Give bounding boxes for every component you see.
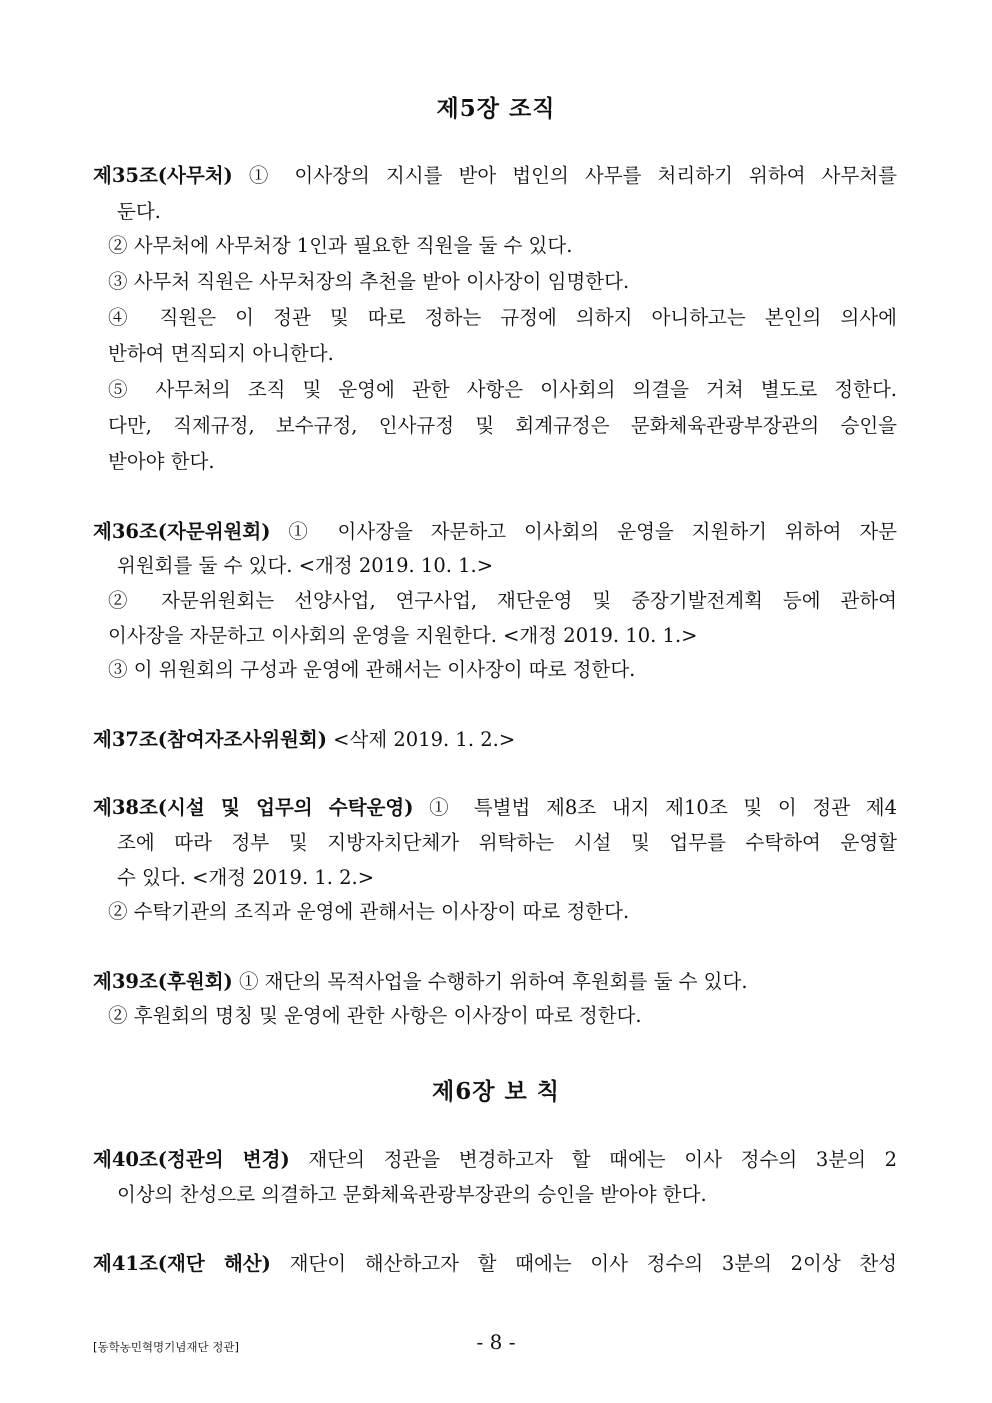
article-heading: 제37조(참여자조사위원회) bbox=[93, 728, 327, 751]
article-38-line-4: ② 수탁기관의 조직과 운영에 관해서는 이사장이 따로 정한다. bbox=[108, 900, 630, 923]
article-text: ① 이사장의 지시를 받아 법인의 사무를 처리하기 위하여 사무처를 bbox=[248, 164, 897, 187]
article-heading: 제39조(후원회) bbox=[93, 970, 233, 993]
footer-document-name: [동학농민혁명기념재단 정관] bbox=[93, 1340, 239, 1354]
article-heading: 제35조(사무처) bbox=[93, 164, 233, 187]
article-text: 재단의 정관을 변경하고자 할 때에는 이사 정수의 3분의 2 bbox=[308, 1148, 897, 1171]
chapter-title: 제5장 조직 bbox=[436, 95, 556, 122]
article-text: 재단이 해산하고자 할 때에는 이사 정수의 3분의 2이상 찬성 bbox=[289, 1252, 898, 1275]
article-35-line-4: ③ 사무처 직원은 사무처장의 추천을 받아 이사장이 임명한다. bbox=[108, 270, 630, 293]
article-35-line-5: ④ 직원은 이 정관 및 따로 정하는 규정에 의하지 아니하고는 본인의 의사에 bbox=[108, 306, 897, 329]
article-35-line-3: ② 사무처에 사무처장 1인과 필요한 직원을 둘 수 있다. bbox=[108, 234, 573, 257]
article-35-line-9: 받아야 한다. bbox=[108, 450, 215, 473]
article-35-line-6: 반하여 면직되지 아니한다. bbox=[108, 342, 334, 365]
article-38-line-2: 조에 따라 정부 및 지방자치단체가 위탁하는 시설 및 업무를 수탁하여 운영할 bbox=[117, 831, 897, 854]
article-36-line-4: 이사장을 자문하고 이사회의 운영을 지원한다. <개정 2019. 10. 1.> bbox=[108, 624, 698, 647]
article-37-line-1 bbox=[93, 726, 515, 754]
article-38-line-1 bbox=[93, 794, 897, 822]
article-text: ① 특별법 제8조 내지 제10조 및 이 정관 제4 bbox=[429, 796, 898, 819]
article-heading: 제38조(시설 및 업무의 수탁운영) bbox=[93, 796, 414, 819]
page-number: - 8 - bbox=[476, 1330, 516, 1354]
article-39-line-2: ② 후원회의 명칭 및 운영에 관한 사항은 이사장이 따로 정한다. bbox=[108, 1004, 642, 1027]
article-39-line-1 bbox=[93, 968, 748, 996]
article-heading: 제36조(자문위원회) bbox=[93, 520, 271, 543]
article-35-line-8: 다만, 직제규정, 보수규정, 인사규정 및 회계규정은 문화체육관광부장관의 승인을 bbox=[108, 414, 897, 437]
article-36-line-2: 위원회를 둘 수 있다. <개정 2019. 10. 1.> bbox=[117, 554, 494, 577]
article-40-line-2: 이상의 찬성으로 의결하고 문화체육관광부장관의 승인을 받아야 한다. bbox=[117, 1183, 707, 1206]
article-41-line-1 bbox=[93, 1250, 897, 1278]
article-36-line-5: ③ 이 위원회의 구성과 운영에 관해서는 이사장이 따로 정한다. bbox=[108, 658, 636, 681]
article-35-line-7: ⑤ 사무처의 조직 및 운영에 관한 사항은 이사회의 의결을 거쳐 별도로 정한다. bbox=[108, 378, 897, 401]
article-text: <삭제 2019. 1. 2.> bbox=[333, 728, 516, 751]
article-heading: 제40조(정관의 변경) bbox=[93, 1148, 290, 1171]
chapter-title: 제6장 보 칙 bbox=[432, 1078, 560, 1105]
article-heading: 제41조(재단 해산) bbox=[93, 1252, 271, 1275]
article-36-line-3: ② 자문위원회는 선양사업, 연구사업, 재단운영 및 중장기발전계획 등에 관하여 bbox=[108, 589, 897, 612]
article-35-line-2: 둔다. bbox=[117, 200, 161, 223]
article-35-line-1 bbox=[93, 162, 897, 190]
article-text: ① 재단의 목적사업을 수행하기 위하여 후원회를 둘 수 있다. bbox=[238, 970, 748, 993]
article-text: ① 이사장을 자문하고 이사회의 운영을 지원하기 위하여 자문 bbox=[288, 520, 897, 543]
article-40-line-1 bbox=[93, 1146, 897, 1174]
article-38-line-3: 수 있다. <개정 2019. 1. 2.> bbox=[117, 866, 375, 889]
article-36-line-1 bbox=[93, 518, 897, 546]
